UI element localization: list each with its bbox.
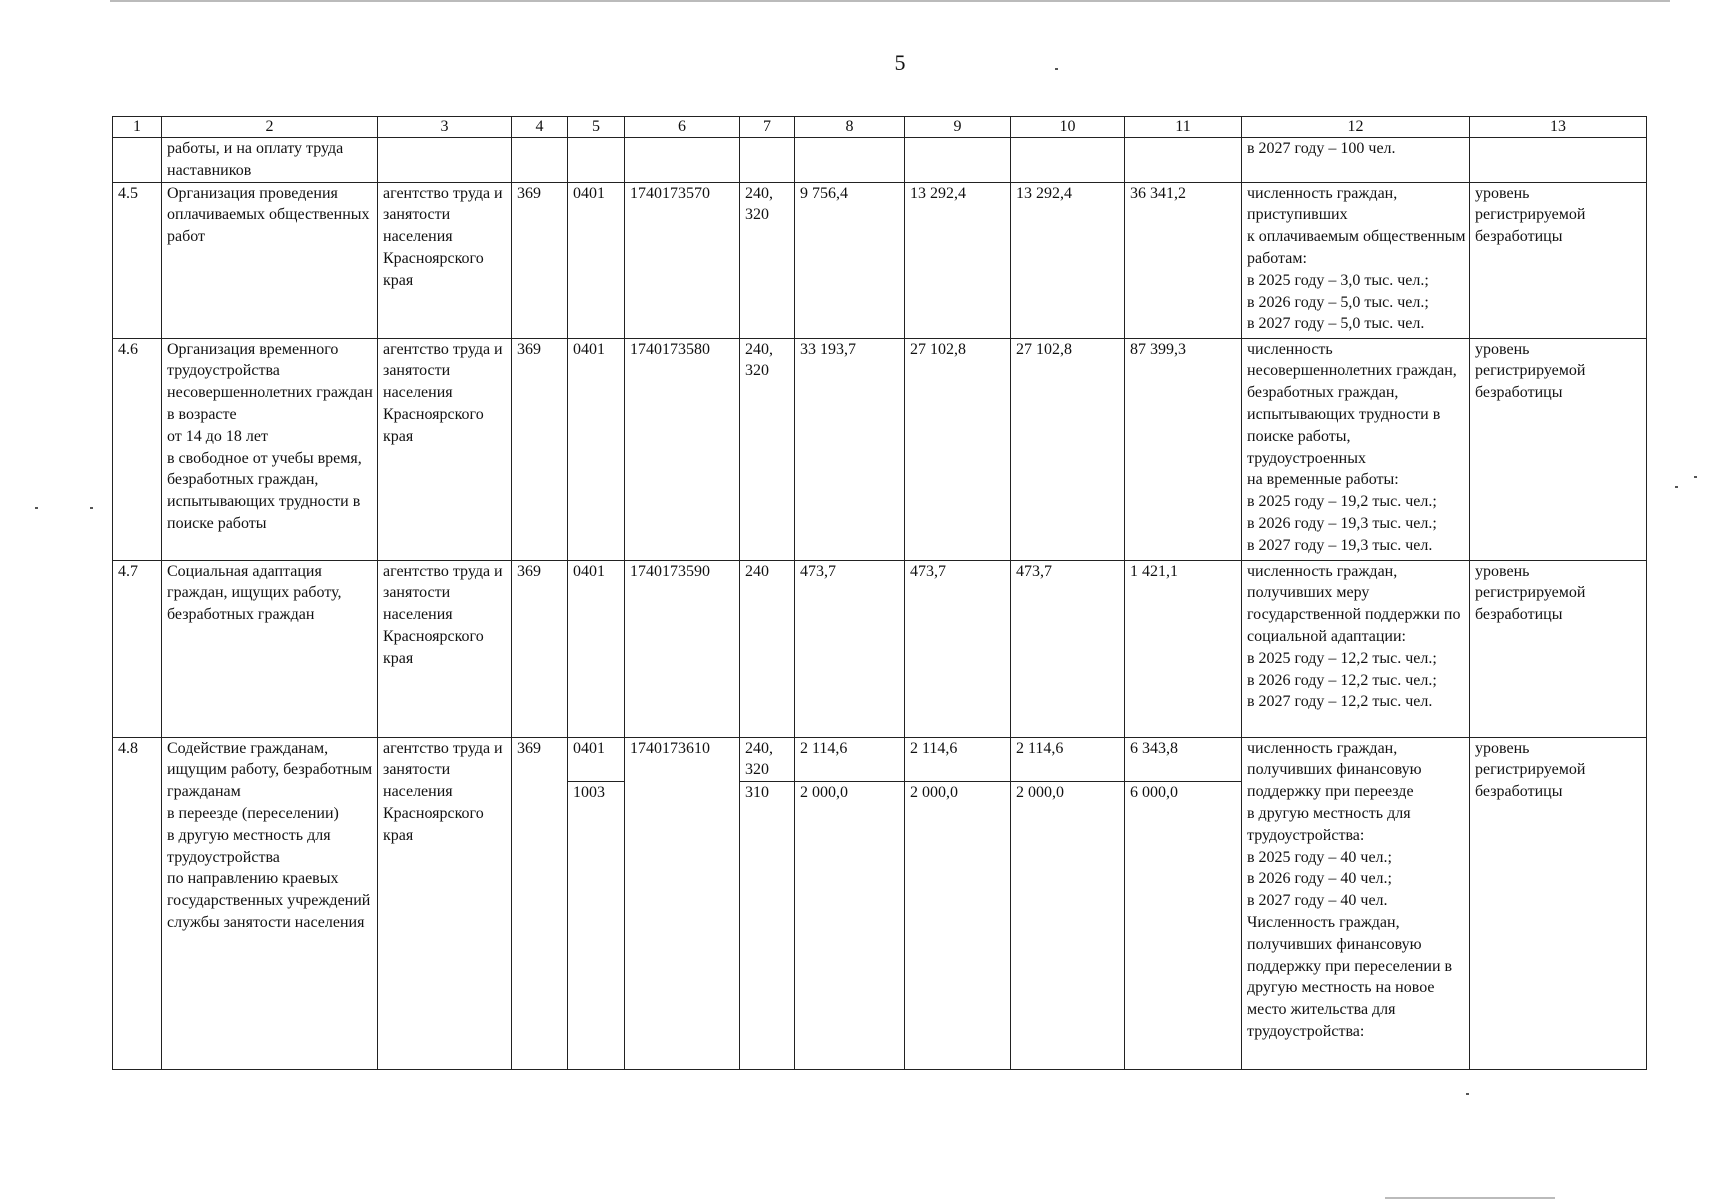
amount-2027: 473,7 (1011, 560, 1125, 737)
target-item-code: 1740173610 (625, 737, 740, 1070)
header-cell: 8 (795, 117, 905, 138)
amount-total: 36 341,2 (1125, 182, 1242, 338)
section-code: 0401 (568, 560, 625, 737)
target-indicator: уровень регистрируемой безработицы (1470, 338, 1647, 560)
measure-name: Содействие гражданам, ищущим работу, безработным гражданам в переезде (переселении) в другую местность для трудоустройства по направлению краевых государственных учреждений службы занятости населения (162, 737, 378, 1070)
expense-type-code: 310 (740, 782, 795, 1070)
amount-total: 6 000,0 (1125, 782, 1242, 1070)
scan-speck (90, 507, 93, 509)
page-number: 5 (894, 50, 906, 75)
header-cell: 5 (568, 117, 625, 138)
header-cell: 12 (1242, 117, 1470, 138)
expected-result: численность несовершеннолетних граждан, безработных граждан, испытывающих трудности в поиске работы, трудоустроенных на временные работы: в 2025 году – 19,2 тыс. чел.; в 2026 году – 19,3 тыс. чел.; в 2027 году – 19,3 тыс. чел. (1242, 338, 1470, 560)
header-cell: 3 (378, 117, 512, 138)
scan-speck (35, 507, 38, 509)
section-code: 0401 (568, 182, 625, 338)
scan-speck (1055, 68, 1058, 70)
amount-2027: 2 000,0 (1011, 782, 1125, 1070)
continuation-measure-text: работы, и на оплату труда наставников (162, 138, 378, 183)
header-cell: 9 (905, 117, 1011, 138)
executor: агентство труда и занятости населения Красноярского края (378, 338, 512, 560)
target-indicator: уровень регистрируемой безработицы (1470, 182, 1647, 338)
amount-total: 1 421,1 (1125, 560, 1242, 737)
row-number: 4.8 (113, 737, 162, 1070)
amount-2025: 2 114,6 (795, 737, 905, 782)
expense-type-code: 240 (740, 560, 795, 737)
section-code: 0401 (568, 338, 625, 560)
table-row (113, 737, 1647, 782)
amount-2027: 27 102,8 (1011, 338, 1125, 560)
header-cell: 2 (162, 117, 378, 138)
amount-2025: 473,7 (795, 560, 905, 737)
scan-speck (1694, 476, 1697, 478)
amount-total: 87 399,3 (1125, 338, 1242, 560)
executor: агентство труда и занятости населения Красноярского края (378, 737, 512, 1070)
expense-type-code: 240, 320 (740, 737, 795, 782)
amount-2025: 2 000,0 (795, 782, 905, 1070)
measure-name: Социальная адаптация граждан, ищущих работу, безработных граждан (162, 560, 378, 737)
section-code: 1003 (568, 782, 625, 1070)
header-cell: 13 (1470, 117, 1647, 138)
amount-2027: 13 292,4 (1011, 182, 1125, 338)
grbs-code: 369 (512, 338, 568, 560)
executor: агентство труда и занятости населения Красноярского края (378, 560, 512, 737)
target-indicator: уровень регистрируемой безработицы (1470, 560, 1647, 737)
target-item-code: 1740173570 (625, 182, 740, 338)
grbs-code: 369 (512, 182, 568, 338)
measure-name: Организация временного трудоустройства несовершеннолетних граждан в возрасте от 14 до 18 лет в свободное от учебы время, безработных граждан, испытывающих трудности в поиске работы (162, 338, 378, 560)
target-indicator: уровень регистрируемой безработицы (1470, 737, 1647, 1070)
table-row (113, 560, 1647, 737)
section-code: 0401 (568, 737, 625, 782)
amount-2025: 9 756,4 (795, 182, 905, 338)
amount-2025: 33 193,7 (795, 338, 905, 560)
amount-2026: 2 114,6 (905, 737, 1011, 782)
grbs-code: 369 (512, 560, 568, 737)
program-table (112, 116, 1647, 1070)
header-cell: 11 (1125, 117, 1242, 138)
header-cell: 1 (113, 117, 162, 138)
header-cell: 7 (740, 117, 795, 138)
amount-2026: 2 000,0 (905, 782, 1011, 1070)
amount-2026: 13 292,4 (905, 182, 1011, 338)
row-number: 4.6 (113, 338, 162, 560)
target-item-code: 1740173590 (625, 560, 740, 737)
amount-total: 6 343,8 (1125, 737, 1242, 782)
expense-type-code: 240, 320 (740, 182, 795, 338)
row-number: 4.7 (113, 560, 162, 737)
executor: агентство труда и занятости населения Красноярского края (378, 182, 512, 338)
table-row (113, 182, 1647, 338)
measure-name: Организация проведения оплачиваемых общественных работ (162, 182, 378, 338)
expected-result: численность граждан, получивших финансовую поддержку при переезде в другую местность для трудоустройства: в 2025 году – 40 чел.; в 2026 году – 40 чел.; в 2027 году – 40 чел. Численность граждан, получивших финансовую поддержку при переселении в другую местность на новое место жительства для трудоустройства: (1242, 737, 1470, 1070)
expense-type-code: 240, 320 (740, 338, 795, 560)
expected-result: численность граждан, получивших меру государственной поддержки по социальной адаптации: в 2025 году – 12,2 тыс. чел.; в 2026 году – 12,2 тыс. чел.; в 2027 году – 12,2 тыс. чел. (1242, 560, 1470, 737)
continuation-row (113, 138, 1647, 183)
grbs-code: 369 (512, 737, 568, 1070)
column-number-header-row (113, 117, 1647, 138)
continuation-indicator-text: в 2027 году – 100 чел. (1242, 138, 1470, 183)
expected-result: численность граждан, приступивших к оплачиваемым общественным работам: в 2025 году – 3,0 тыс. чел.; в 2026 году – 5,0 тыс. чел.; в 2027 году – 5,0 тыс. чел. (1242, 182, 1470, 338)
scan-speck (1466, 1093, 1469, 1095)
scan-speck (1675, 486, 1678, 488)
header-cell: 10 (1011, 117, 1125, 138)
row-number: 4.5 (113, 182, 162, 338)
amount-2027: 2 114,6 (1011, 737, 1125, 782)
amount-2026: 27 102,8 (905, 338, 1011, 560)
target-item-code: 1740173580 (625, 338, 740, 560)
header-cell: 6 (625, 117, 740, 138)
scan-top-edge (110, 0, 1670, 2)
header-cell: 4 (512, 117, 568, 138)
amount-2026: 473,7 (905, 560, 1011, 737)
table-row (113, 338, 1647, 560)
scan-bottom-edge (1385, 1197, 1555, 1199)
